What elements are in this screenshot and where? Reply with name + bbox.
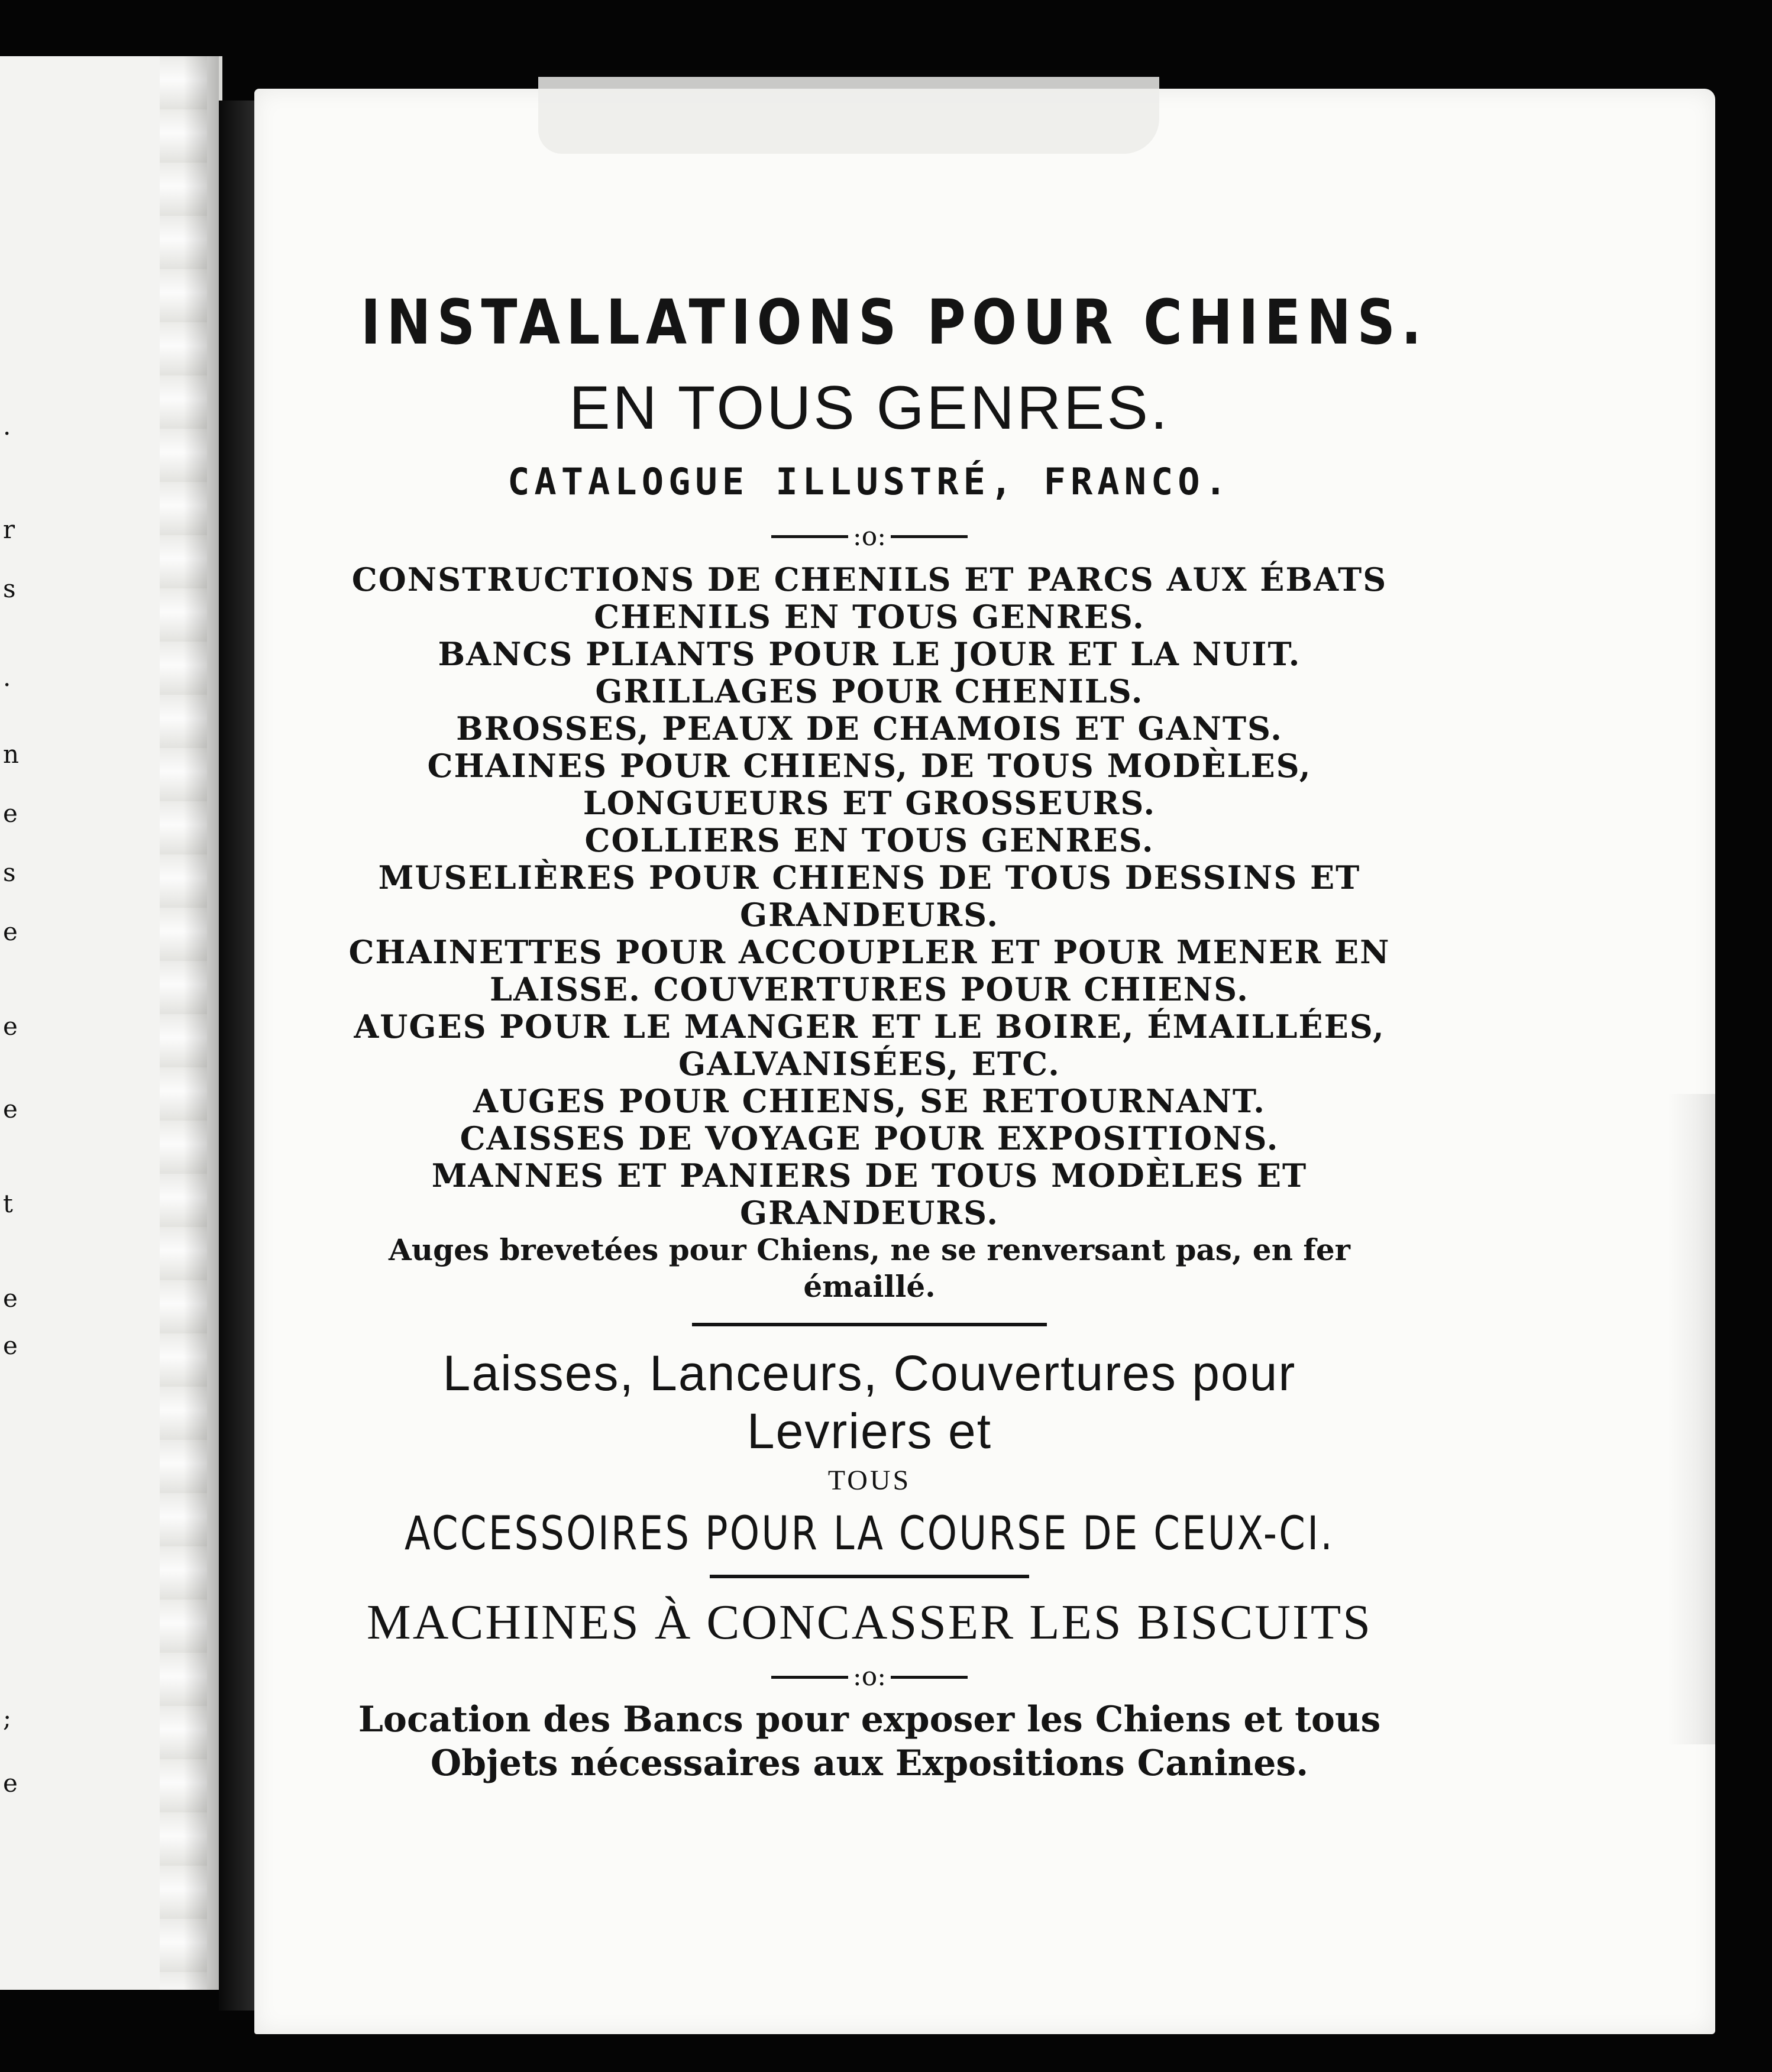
- accessories-line: ACCESSOIRES POUR LA COURSE DE CEUX-CI.: [405, 1507, 1334, 1561]
- left-margin-char: s: [3, 574, 16, 603]
- ad-title: INSTALLATIONS POUR CHIENS.: [361, 286, 1428, 358]
- separator-symbol: :o:: [852, 1662, 887, 1692]
- patent-note-line: Auges brevetées pour Chiens, ne se renversant pas, en fer: [388, 1232, 1351, 1267]
- left-margin-char: .: [3, 663, 11, 692]
- patent-note-line: émaillé.: [803, 1268, 936, 1304]
- product-line: GRANDEURS.: [739, 895, 1000, 934]
- tous-label: TOUS: [827, 1464, 911, 1496]
- product-line: GRILLAGES POUR CHENILS.: [595, 672, 1144, 710]
- ornament-separator: [278, 514, 1461, 558]
- left-margin-char: e: [3, 917, 18, 946]
- product-line: LONGUEURS ET GROSSEURS.: [583, 784, 1156, 822]
- left-margin-char: n: [3, 740, 20, 769]
- leashes-line: Levriers et: [746, 1403, 992, 1459]
- left-margin-char: r: [3, 515, 15, 544]
- page-tear-top: [538, 77, 1159, 154]
- ornament-separator: [278, 1655, 1461, 1698]
- product-line: CHENILS EN TOUS GENRES.: [594, 597, 1145, 636]
- product-line: CHAINES POUR CHIENS, DE TOUS MODÈLES,: [427, 746, 1312, 785]
- left-page-spine-shadow: [183, 56, 219, 1990]
- left-margin-char: .: [3, 412, 11, 441]
- product-line: BANCS PLIANTS POUR LE JOUR ET LA NUIT.: [438, 634, 1301, 673]
- product-line: LAISSE. COUVERTURES POUR CHIENS.: [490, 970, 1249, 1008]
- product-line: GRANDEURS.: [739, 1193, 1000, 1232]
- left-margin-char: t: [3, 1189, 13, 1218]
- product-list: [278, 561, 1461, 1232]
- left-margin-char: e: [3, 799, 18, 828]
- product-line: MANNES ET PANIERS DE TOUS MODÈLES ET: [431, 1156, 1308, 1194]
- page-edge-right: [1668, 1094, 1715, 1744]
- rental-line: Objets nécessaires aux Expositions Canines.: [430, 1743, 1309, 1784]
- leashes-line: Laisses, Lanceurs, Couvertures pour: [442, 1345, 1296, 1401]
- left-margin-char: e: [3, 1012, 18, 1041]
- product-line: CHAINETTES POUR ACCOUPLER ET POUR MENER EN: [348, 933, 1391, 971]
- section-rule: [692, 1323, 1047, 1326]
- product-line: GALVANISÉES, ETC.: [678, 1044, 1060, 1083]
- product-line: AUGES POUR CHIENS, SE RETOURNANT.: [473, 1082, 1266, 1120]
- product-line: CONSTRUCTIONS DE CHENILS ET PARCS AUX ÉBATS: [351, 560, 1388, 598]
- ad-subtitle: EN TOUS GENRES.: [569, 374, 1170, 442]
- left-margin-char: e: [3, 1769, 18, 1798]
- separator-dash: [891, 1676, 968, 1679]
- product-line: COLLIERS EN TOUS GENRES.: [584, 821, 1155, 859]
- ad-catalogue-line: CATALOGUE ILLUSTRÉ, FRANCO.: [507, 460, 1231, 503]
- separator-dash: [771, 535, 848, 538]
- product-line: AUGES POUR LE MANGER ET LE BOIRE, ÉMAILLÉES,: [354, 1007, 1385, 1045]
- section-rule: [710, 1575, 1029, 1578]
- advertisement-content: [278, 278, 1461, 1785]
- left-margin-char: e: [3, 1284, 18, 1313]
- left-margin-char: e: [3, 1095, 18, 1124]
- left-margin-char: s: [3, 858, 16, 887]
- rental-line: Location des Bancs pour exposer les Chiens et tous: [358, 1699, 1381, 1740]
- left-margin-char: e: [3, 1331, 18, 1360]
- product-line: MUSELIÈRES POUR CHIENS DE TOUS DESSINS ET: [378, 858, 1361, 896]
- left-facing-page: [0, 56, 222, 1990]
- left-margin-char: ;: [3, 1704, 12, 1733]
- separator-dash: [771, 1676, 848, 1679]
- separator-dash: [891, 535, 968, 538]
- product-line: BROSSES, PEAUX DE CHAMOIS ET GANTS.: [456, 709, 1283, 747]
- machines-line: MACHINES À CONCASSER LES BISCUITS: [367, 1594, 1372, 1650]
- product-line: CAISSES DE VOYAGE POUR EXPOSITIONS.: [460, 1119, 1279, 1157]
- separator-symbol: :o:: [852, 521, 887, 552]
